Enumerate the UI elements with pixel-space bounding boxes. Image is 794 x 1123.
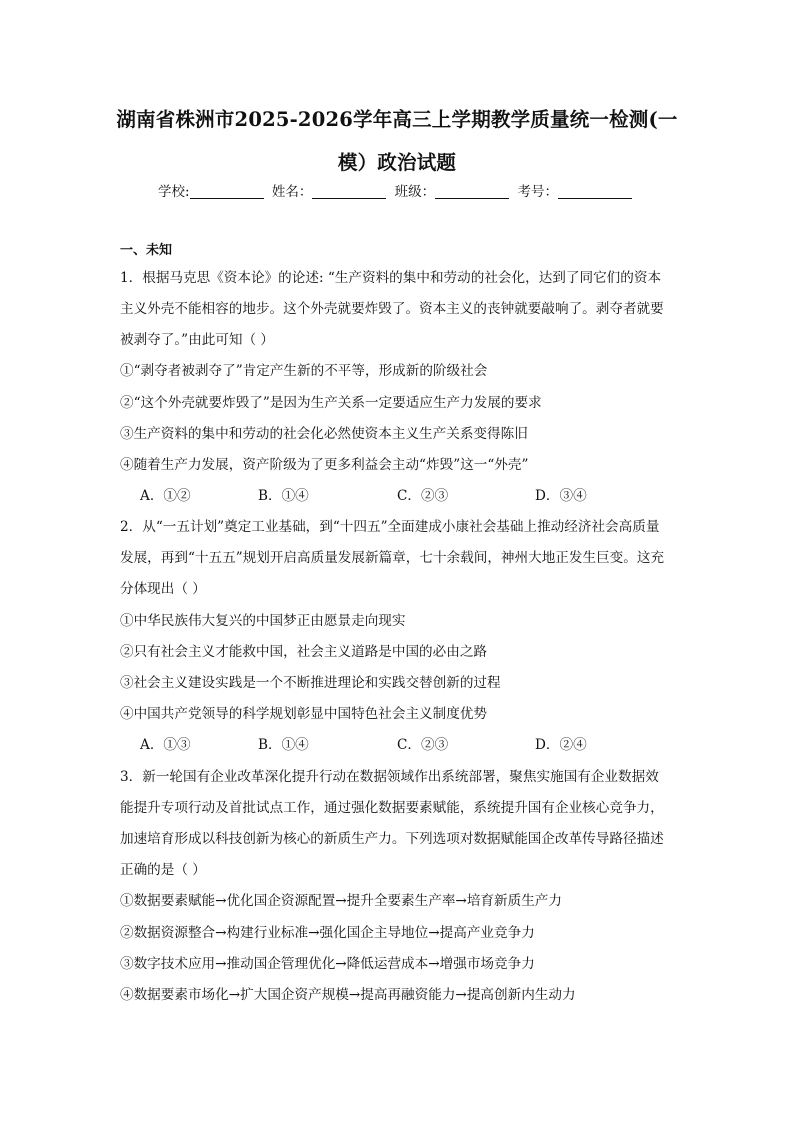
q1-statement: ④随着生产力发展，资产阶级为了更多利益会主动“炸毁”这一“外壳” — [120, 457, 529, 473]
q2-statement: ①中华民族伟大复兴的中国梦正由愿景走向现实 — [120, 613, 406, 629]
q2-statement: ②只有社会主义才能救中国，社会主义道路是中国的必由之路 — [120, 644, 488, 660]
q2-stem-line: 发展，再到“十五五”规划开启高质量发展新篇章，七十余载间，神州大地正发生巨变。这充 — [120, 550, 665, 566]
q3-stem-line: 3．新一轮国有企业改革深化提升行动在数据领域作出系统部署，聚焦实施国有企业数据效 — [120, 769, 659, 785]
q2-option-b: B．①④ — [258, 737, 309, 753]
q3-statement: ④数据要素市场化→扩大国企资产规模→提高再融资能力→提高创新内生动力 — [120, 987, 576, 1003]
q2-option-d: D．②④ — [535, 737, 587, 753]
q2-option-a: A．①③ — [140, 737, 191, 753]
q1-stem-line: 1．根据马克思《资本论》的论述: “生产资料的集中和劳动的社会化，达到了同它们的资本 — [120, 270, 662, 286]
q3-statement: ③数字技术应用→推动国企管理优化→降低运营成本→增强市场竞争力 — [120, 956, 535, 972]
q1-option-a: A．①② — [140, 488, 191, 504]
school-blank — [190, 184, 264, 199]
q1-statement: ③生产资料的集中和劳动的社会化必然使资本主义生产关系变得陈旧 — [120, 426, 528, 442]
q1-option-b: B．①④ — [258, 488, 309, 504]
class-label: 班级： — [394, 184, 436, 200]
q3-stem-line: 正确的是（ ） — [120, 862, 206, 878]
school-label: 学校: — [158, 184, 190, 200]
q3-stem-line: 能提升专项行动及首批试点工作，通过强化数据要素赋能，系统提升国有企业核心竞争力， — [120, 800, 664, 816]
name-blank — [312, 184, 386, 199]
q2-statement: ④中国共产党领导的科学规划彰显中国特色社会主义制度优势 — [120, 706, 488, 722]
section-heading: 一、未知 — [120, 243, 173, 258]
q1-stem-line: 被剥夺了。”由此可知（ ） — [120, 332, 275, 348]
q2-stem-line: 分体现出（ ） — [120, 581, 206, 597]
q2-option-c: C．②③ — [397, 737, 449, 753]
q1-statement: ②“这个外壳就要炸毁了”是因为生产关系一定要适应生产力发展的要求 — [120, 395, 542, 411]
q3-statement: ②数据资源整合→构建行业标准→强化国企主导地位→提高产业竞争力 — [120, 925, 535, 941]
exam-number-label: 考号： — [517, 184, 558, 200]
q3-statement: ①数据要素赋能→优化国企资源配置→提升全要素生产率→培育新质生产力 — [120, 893, 562, 909]
q1-stem-line: 主义外壳不能相容的地步。这个外壳就要炸毁了。资本主义的丧钟就要敲响了。剥夺者就要 — [120, 301, 664, 317]
exam-title-line1: 湖南省株洲市2025-2026学年高三上学期教学质量统一检测(一 — [116, 108, 678, 131]
q2-stem-line: 2．从“一五计划”奠定工业基础，到“十四五”全面建成小康社会基础上推动经济社会高质量 — [120, 519, 660, 535]
exam-title-line2: 模）政治试题 — [337, 151, 457, 174]
exam-number-blank — [558, 184, 632, 199]
class-blank — [435, 184, 509, 199]
q3-stem-line: 加速培育形成以科技创新为核心的新质生产力。下列选项对数据赋能国企改革传导路径描述 — [120, 831, 664, 847]
q1-option-d: D．③④ — [535, 488, 587, 504]
q1-statement: ①“剥夺者被剥夺了”肯定产生新的不平等，形成新的阶级社会 — [120, 363, 488, 379]
q1-option-c: C．②③ — [397, 488, 449, 504]
student-info-row — [0, 180, 794, 200]
name-label: 姓名： — [271, 184, 313, 200]
q2-statement: ③社会主义建设实践是一个不断推进理论和实践交替创新的过程 — [120, 675, 501, 691]
